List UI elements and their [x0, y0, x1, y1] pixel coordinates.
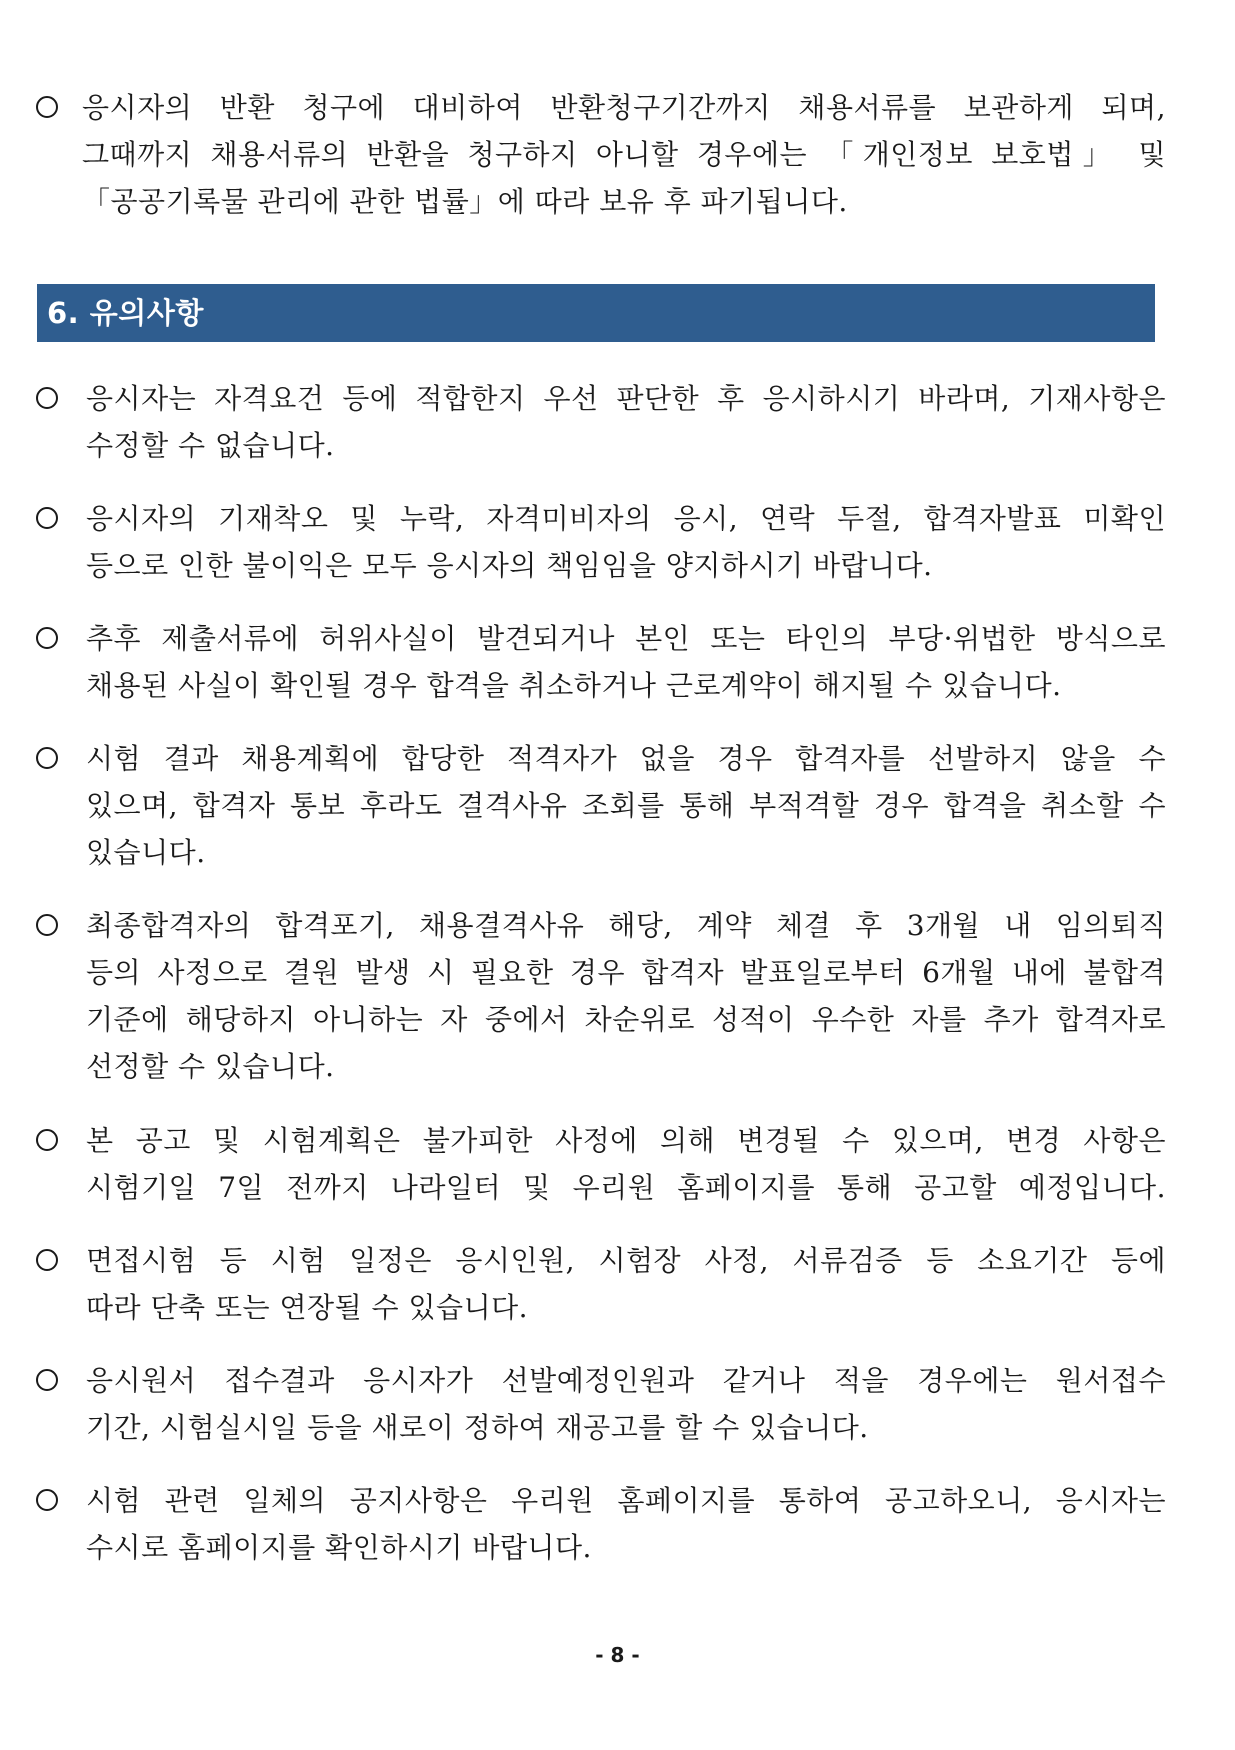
hollow-circle-bullet-icon — [36, 387, 58, 409]
notice-item — [36, 1477, 1166, 1571]
text-line: 있습니다. — [86, 836, 206, 869]
text-line: 등으로 인한 불이익은 모두 응시자의 책임임을 양지하시기 바랍니다. — [86, 549, 933, 582]
text-line: 응시원서 접수결과 응시자가 선발예정인원과 같거나 적을 경우에는 원서접수 — [86, 1364, 1166, 1397]
notice-item — [36, 375, 1166, 469]
notice-item — [36, 1117, 1166, 1211]
text-line: 최종합격자의 합격포기, 채용결격사유 해당, 계약 체결 후 3개월 내 임의퇴직 — [86, 909, 1166, 942]
text-line: 수시로 홈페이지를 확인하시기 바랍니다. — [86, 1531, 592, 1564]
text-line: 채용된 사실이 확인될 경우 합격을 취소하거나 근로계약이 해지될 수 있습니다. — [86, 669, 1062, 702]
hollow-circle-bullet-icon — [36, 1129, 58, 1151]
hollow-circle-bullet-icon — [36, 507, 58, 529]
text-line: 등의 사정으로 결원 발생 시 필요한 경우 합격자 발표일로부터 6개월 내에 불합격 — [86, 956, 1166, 989]
text-line: 「공공기록물 관리에 관한 법률」에 따라 보유 후 파기됩니다. — [82, 185, 848, 218]
text-line: 시험 결과 채용계획에 합당한 적격자가 없을 경우 합격자를 선발하지 않을 수 — [86, 742, 1166, 775]
text-line: 응시자는 자격요건 등에 적합한지 우선 판단한 후 응시하시기 바라며, 기재사항은 — [86, 382, 1166, 415]
hollow-circle-bullet-icon — [36, 914, 58, 936]
hollow-circle-bullet-icon — [36, 1249, 58, 1271]
text-line: 본 공고 및 시험계획은 불가피한 사정에 의해 변경될 수 있으며, 변경 사항은 — [86, 1124, 1166, 1157]
page-number: - 8 - — [595, 1643, 640, 1667]
text-line: 있으며, 합격자 통보 후라도 결격사유 조회를 통해 부적격할 경우 합격을 취소할 수 — [86, 789, 1166, 822]
text-line: 응시자의 반환 청구에 대비하여 반환청구기간까지 채용서류를 보관하게 되며, — [82, 91, 1166, 124]
text-line: 시험 관련 일체의 공지사항은 우리원 홈페이지를 통하여 공고하오니, 응시자는 — [86, 1484, 1166, 1517]
hollow-circle-bullet-icon — [36, 747, 58, 769]
notice-item — [36, 1357, 1166, 1451]
notice-item — [36, 495, 1166, 589]
notice-item — [36, 1237, 1166, 1331]
text-line: 응시자의 기재착오 및 누락, 자격미비자의 응시, 연락 두절, 합격자발표 미확인 — [86, 502, 1166, 535]
notice-item — [36, 735, 1166, 876]
hollow-circle-bullet-icon — [36, 1369, 58, 1391]
text-line: 기간, 시험실시일 등을 새로이 정하여 재공고를 할 수 있습니다. — [86, 1411, 869, 1444]
notice-item — [36, 902, 1166, 1090]
text-line: 수정할 수 없습니다. — [86, 429, 335, 462]
text-line: 시험기일 7일 전까지 나라일터 및 우리원 홈페이지를 통해 공고할 예정입니다. — [86, 1171, 1166, 1204]
section-heading: 6. 유의사항 — [37, 284, 1155, 342]
hollow-circle-bullet-icon — [36, 96, 58, 118]
text-line: 면접시험 등 시험 일정은 응시인원, 시험장 사정, 서류검증 등 소요기간 등에 — [86, 1244, 1166, 1277]
text-line: 따라 단축 또는 연장될 수 있습니다. — [86, 1291, 529, 1324]
intro-notice-item — [36, 84, 1166, 225]
text-line: 추후 제출서류에 허위사실이 발견되거나 본인 또는 타인의 부당·위법한 방식으로 — [86, 622, 1166, 655]
text-line: 그때까지 채용서류의 반환을 청구하지 아니할 경우에는 「개인정보 보호법」 및 — [82, 138, 1166, 171]
text-line: 기준에 해당하지 아니하는 자 중에서 차순위로 성적이 우수한 자를 추가 합격자로 — [86, 1003, 1166, 1036]
notice-item — [36, 615, 1166, 709]
text-line: 선정할 수 있습니다. — [86, 1050, 335, 1083]
hollow-circle-bullet-icon — [36, 627, 58, 649]
hollow-circle-bullet-icon — [36, 1489, 58, 1511]
